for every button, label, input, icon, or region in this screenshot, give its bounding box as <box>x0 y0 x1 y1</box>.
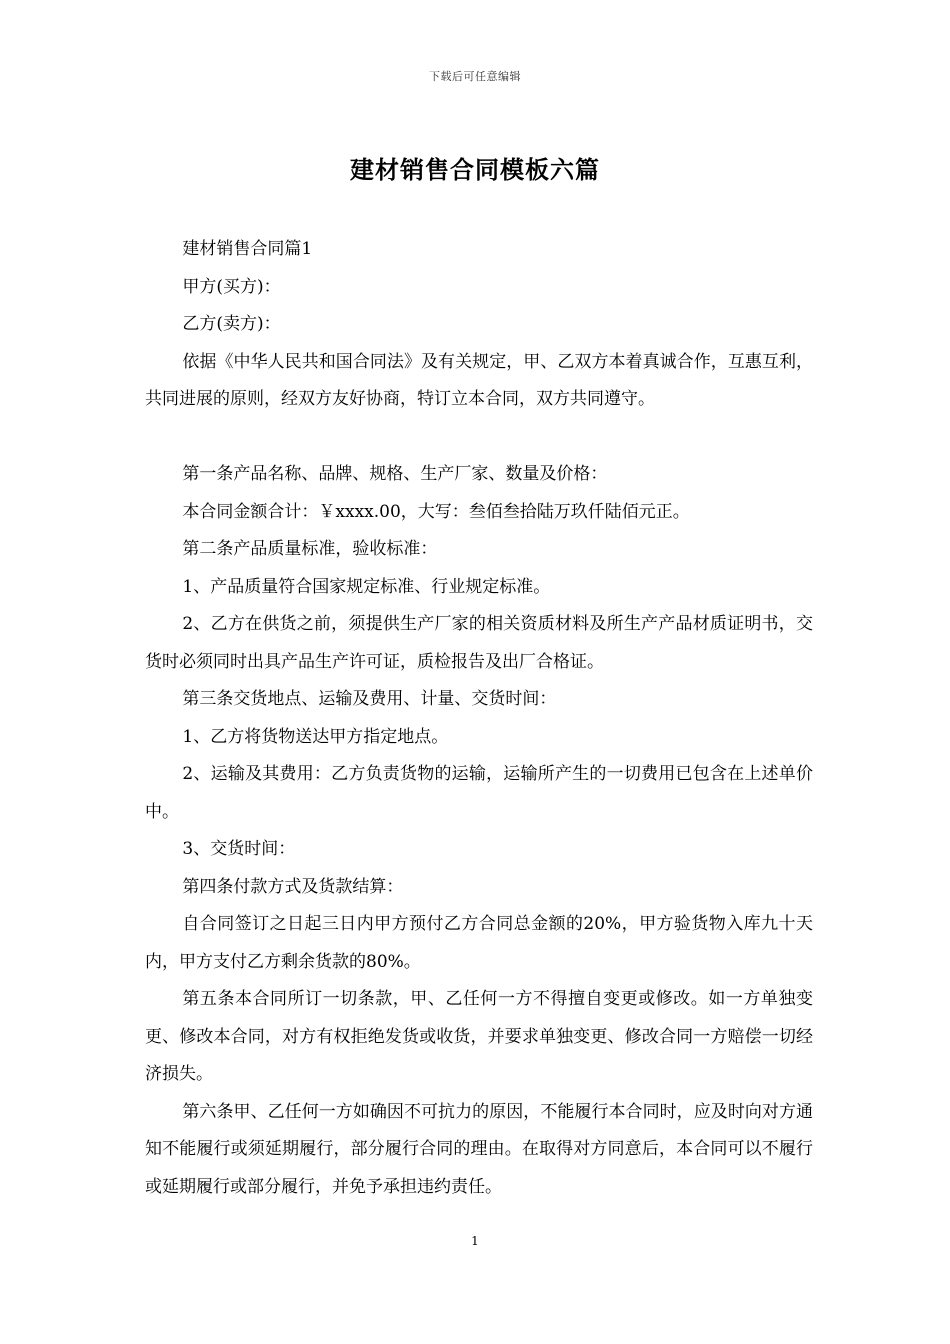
blank-line <box>145 419 813 457</box>
preamble-paragraph: 依据《中华人民共和国合同法》及有关规定，甲、乙双方本着真诚合作，互惠互利，共同进展的原则，经双方友好协商，特订立本合同，双方共同遵守。 <box>145 351 813 409</box>
header-note: 下载后可任意编辑 <box>429 70 521 83</box>
party-a-line: 甲方(买方)： <box>182 276 281 297</box>
section-heading: 建材销售合同篇1 <box>182 239 313 259</box>
contract-amount: 本合同金额合计：￥xxxx.00，大写：叁佰叁拾陆万玖仟陆佰元正。 <box>182 501 690 522</box>
article-3-item-3: 3、交货时间： <box>182 839 296 859</box>
document-title: 建材销售合同模板六篇 <box>350 155 600 184</box>
article-4-heading: 第四条付款方式及货款结算： <box>182 876 404 897</box>
article-6-paragraph: 第六条甲、乙任何一方如确因不可抗力的原因，不能履行本合同时，应及时向对方通知不能履行或须延期履行，部分履行合同的理由。在取得对方同意后，本合同可以不履行或延期履行或部分履行，并免予承担违约责任。 <box>145 1101 813 1197</box>
article-2-item-1: 1、产品质量符合国家规定标准、行业规定标准。 <box>182 576 551 597</box>
party-b-line: 乙方(卖方)： <box>182 314 281 334</box>
article-5-paragraph: 第五条本合同所订一切条款，甲、乙任何一方不得擅自变更或修改。如一方单独变更、修改本合同，对方有权拒绝发货或收货，并要求单独变更、修改合同一方赔偿一切经济损失。 <box>145 989 813 1084</box>
page-number: 1 <box>471 1234 479 1248</box>
article-3-item-2: 2、运输及其费用：乙方负责货物的运输，运输所产生的一切费用已包含在上述单价中。 <box>145 764 813 822</box>
article-1-heading: 第一条产品名称、品牌、规格、生产厂家、数量及价格： <box>182 464 608 484</box>
article-4-paragraph: 自合同签订之日起三日内甲方预付乙方合同总金额的20%，甲方验货物入库九十天内，甲方支付乙方剩余货款的80%。 <box>145 914 813 972</box>
article-2-item-2: 2、乙方在供货之前，须提供生产厂家的相关资质材料及所生产产品材质证明书，交货时必须同时出具产品生产许可证，质检报告及出厂合格证。 <box>145 614 813 672</box>
article-3-heading: 第三条交货地点、运输及费用、计量、交货时间： <box>182 689 557 709</box>
article-3-item-1: 1、乙方将货物送达甲方指定地点。 <box>182 726 449 747</box>
article-2-heading: 第二条产品质量标准，验收标准： <box>182 539 438 559</box>
document-body <box>145 231 813 1206</box>
